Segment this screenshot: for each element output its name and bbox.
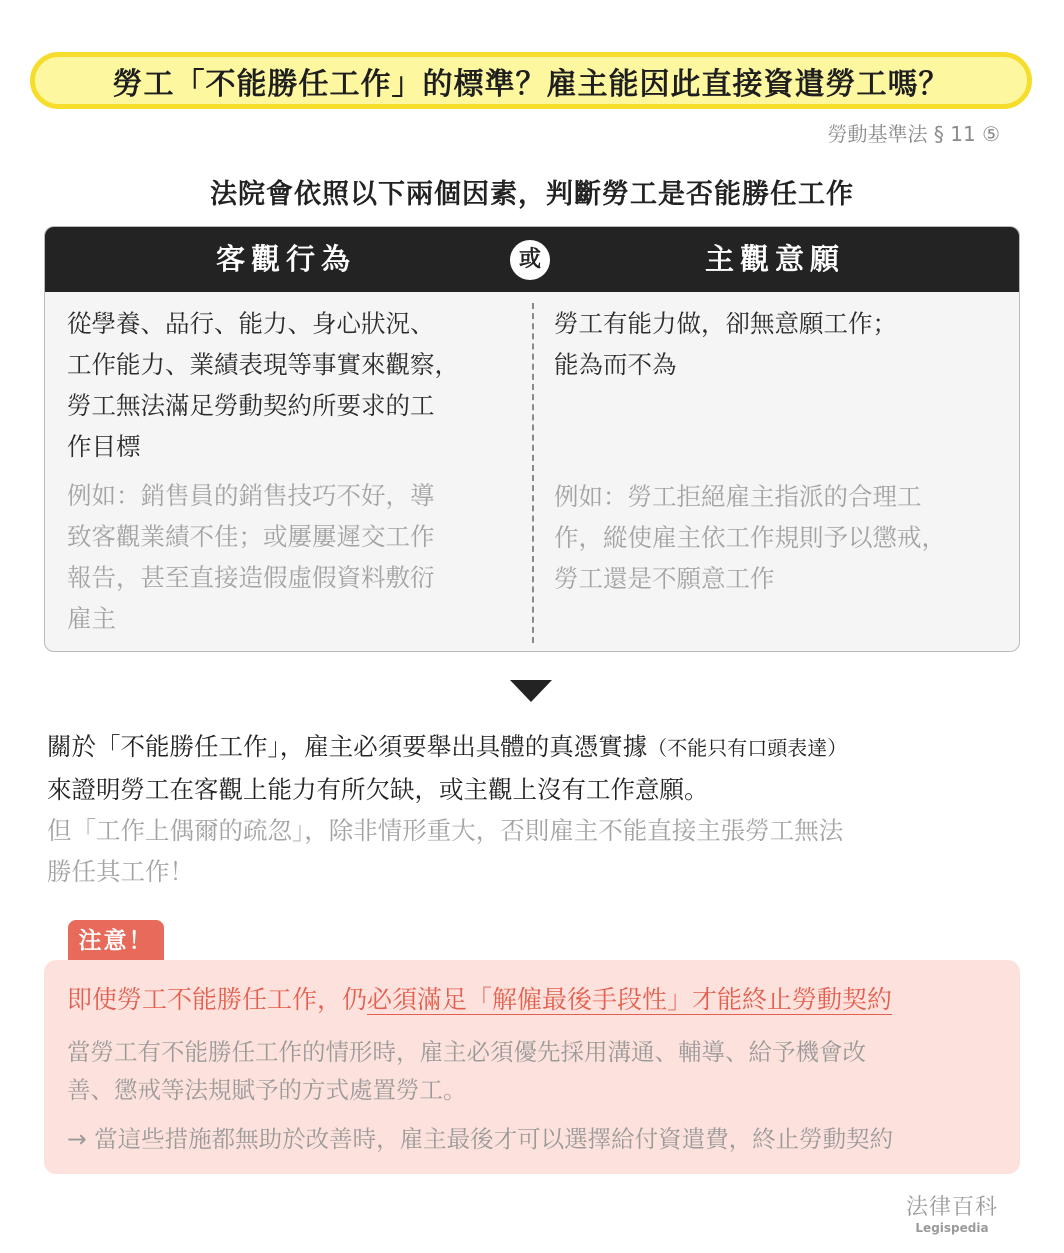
text-line: 工作能力、業績表現等事實來觀察， xyxy=(67,350,459,379)
subjective-intent-description xyxy=(554,303,1004,385)
conclusion-main: 關於「不能勝任工作」，雇主必須要舉出具體的真憑實據 xyxy=(47,732,648,761)
objective-behavior-description xyxy=(67,303,517,467)
law-reference: 勞動基準法 § 11 ⑤ xyxy=(827,122,1000,146)
factor-header-bar xyxy=(45,227,1019,292)
text-line: 作目標 xyxy=(67,432,141,461)
text-line: 來證明勞工在客觀上能力有所欠缺，或主觀上沒有工作意願。 xyxy=(47,775,709,804)
brand-subname: Legispedia xyxy=(915,1221,989,1235)
or-badge: 或 xyxy=(510,240,550,280)
text-line xyxy=(47,726,1032,769)
brand-logo xyxy=(906,1190,998,1235)
notice-final-step: → 當這些措施都無助於改善時，雇主最後才可以選擇給付資遣費，終止勞動契約 xyxy=(67,1125,894,1153)
subjective-intent-column xyxy=(554,303,1004,599)
conclusion-aside: （不能只有口頭表達） xyxy=(647,736,848,760)
text-line: 例如：銷售員的銷售技巧不好，導 xyxy=(67,481,435,510)
notice-headline xyxy=(67,982,892,1018)
text-line: 雇主 xyxy=(67,604,116,633)
text-line: 勞工有能力做，卻無意願工作； xyxy=(554,309,897,338)
notice-tag: 注意！ xyxy=(68,920,164,962)
page-title-banner xyxy=(30,52,1032,109)
text-line: 但「工作上偶爾的疏忽」，除非情形重大，否則雇主不能直接主張勞工無法 xyxy=(47,816,844,845)
notice-body xyxy=(67,1033,1002,1109)
text-line: 從學養、品行、能力、身心狀況、 xyxy=(67,309,435,338)
text-line: 作，縱使雇主依工作規則予以懲戒， xyxy=(554,523,946,552)
text-line: 例如：勞工拒絕雇主指派的合理工 xyxy=(554,482,922,511)
text-line: 勞工還是不願意工作 xyxy=(554,564,775,593)
objective-behavior-heading: 客觀行為 xyxy=(216,242,357,276)
subjective-intent-heading: 主觀意願 xyxy=(705,242,846,276)
text-line: 報告，甚至直接造假虛假資料敷衍 xyxy=(67,563,435,592)
text-line: 當勞工有不能勝任工作的情形時，雇主必須優先採用溝通、輔導、給予機會改 xyxy=(67,1038,866,1066)
brand-name: 法律百科 xyxy=(905,1195,998,1220)
objective-behavior-column xyxy=(67,303,517,639)
down-arrow-icon xyxy=(510,680,552,702)
subjective-intent-example xyxy=(554,476,1004,599)
text-line: 勞工無法滿足勞動契約所要求的工 xyxy=(67,391,435,420)
text-line: 致客觀業績不佳；或屢屢遲交工作 xyxy=(67,522,435,551)
notice-headline-underlined: 必須滿足「解僱最後手段性」才能終止勞動契約 xyxy=(367,985,893,1014)
section-subtitle: 法院會依照以下兩個因素，判斷勞工是否能勝任工作 xyxy=(210,179,854,210)
text-line: 勝任其工作！ xyxy=(47,857,194,886)
notice-panel xyxy=(44,960,1020,1174)
text-line: 能為而不為 xyxy=(554,350,677,379)
conclusion-text xyxy=(47,726,1032,892)
objective-behavior-example xyxy=(67,475,517,639)
column-divider xyxy=(532,303,534,643)
text-line: 善、懲戒等法規賦予的方式處置勞工。 xyxy=(67,1076,467,1104)
notice-headline-prefix: 即使勞工不能勝任工作，仍 xyxy=(67,985,368,1014)
factor-comparison-table xyxy=(44,226,1020,652)
page-title: 勞工「不能勝任工作」的標準？雇主能因此直接資遣勞工嗎？ xyxy=(112,66,950,102)
